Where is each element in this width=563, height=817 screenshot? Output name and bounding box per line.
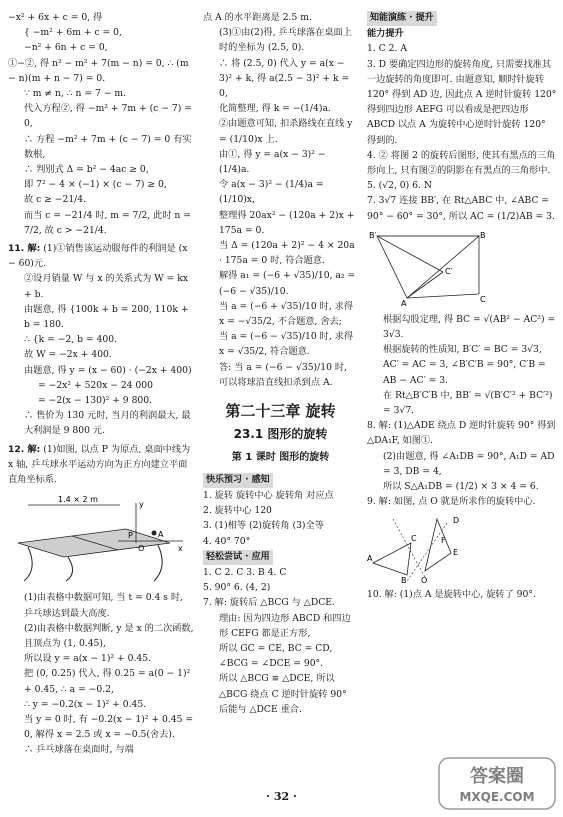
rotation-figure-q7 bbox=[367, 228, 487, 308]
text-line: 根据勾股定理, 得 BC = √(AB² − AC²) = 3√3. bbox=[383, 313, 556, 341]
text-line: ①−②, 得 n² − m² + 7(m − n) = 0, ∴ (m − n)(m + n − 7) = 0. bbox=[8, 57, 189, 84]
section-header: 快乐预习 · 感知 bbox=[203, 473, 273, 488]
text-line: 由题意, 得 y = (x − 60) · (−2x + 400) bbox=[24, 364, 192, 376]
text-line: 5. (√2, 0) 6. N bbox=[367, 180, 432, 192]
text-line: ∴ 将 (2.5, 0) 代入 y = a(x − 3)² + k, 得 a(2.5 − 3)² + k = 0, bbox=[219, 57, 350, 100]
text-line: 9. 解: 如图, 点 O 就是所求作的旋转中心. bbox=[367, 496, 536, 508]
text-line: 当 a = (−6 + √35)/10 时, 求得 x = −√35/2, 不合题意, 舍去; bbox=[219, 300, 354, 328]
text-line: (3)①由(2)得, 乒乓球落在桌面上时的坐标为 (2.5, 0). bbox=[219, 27, 352, 54]
text-line: = −2(x − 130)² + 9 800. bbox=[38, 395, 153, 407]
text-line: 10. 解: (1)点 A 是旋转中心, 旋转了 90°. bbox=[367, 589, 536, 601]
label-f: F bbox=[441, 536, 446, 546]
text-line: 理由: 因为四边形 ABCD 和四边形 CEFG 都是正方形, bbox=[219, 612, 351, 639]
label-b: B bbox=[401, 576, 407, 584]
label-c: C bbox=[480, 294, 486, 304]
page-number: · 32 · bbox=[266, 790, 297, 803]
text-line: (1)①销售该运动服每件的利润是 (x − 60)元. bbox=[8, 243, 188, 270]
text-line: 解得 a₁ = (−6 + √35)/10, a₂ = (−6 − √35)/10. bbox=[219, 270, 356, 297]
text-line: 8. 解: (1)△ADE 绕点 D 逆时针旋转 90° 得到 △DA₁F, 如图①. bbox=[367, 420, 556, 447]
watermark-text: 答案圈 bbox=[470, 766, 524, 787]
text-line: 7. 3√7 连接 BB′, 在 Rt△ABC 中, ∠ABC = 90° − 60° = 30°, 所以 AC = (1/2)AB = 3. bbox=[367, 195, 555, 222]
text-line: { −m² + 6m + c = 0, bbox=[24, 27, 122, 39]
chapter-title: 第二十三章 旋转 bbox=[225, 402, 336, 421]
text-line: (2)由表格中数据判断, y 是 x 的二次函数, 且顶点为 (1, 0.45), bbox=[24, 622, 194, 649]
text-line: ②由题意可知, 扣杀路线在直线 y = (1/10)x 上. bbox=[219, 118, 353, 145]
text-line: 而当 c = −21/4 时, m = 7/2, 此时 n = 7/2, 故 c > −21/4. bbox=[24, 209, 191, 236]
x-label: x bbox=[178, 544, 183, 554]
text-line: 点 A 的水平距离是 2.5 m. bbox=[203, 12, 312, 23]
text-line: ②设月销量 W 与 x 的关系式为 W = kx + b. bbox=[24, 273, 189, 300]
watermark-logo bbox=[437, 756, 557, 811]
edge-ac1 bbox=[407, 272, 443, 298]
y-label: y bbox=[139, 500, 144, 510]
triangle-def bbox=[425, 519, 451, 571]
text-line: 所以设 y = a(x − 1)² + 0.45. bbox=[24, 653, 152, 665]
watermark-url: MXQE.COM bbox=[459, 790, 535, 804]
text-line: 由题意, 得 {100k + b = 200, 110k + b = 180. bbox=[24, 303, 189, 331]
column-left bbox=[8, 10, 194, 758]
text-line: 整理得 20ax² − (120a + 2)x + 175a = 0. bbox=[219, 209, 355, 236]
subsection-header: 能力提升 bbox=[367, 28, 404, 40]
text-line: 根据旋转的性质知, B′C′ = BC = 3√3, AC′ = AC = 3, ∠B′C′B = 90°, C′B = AB − AC′ = 3. bbox=[383, 344, 546, 386]
text-line: (1)由表格中数据可知, 当 t = 0.4 s 时, 乒乓球达到最大高度. bbox=[24, 592, 183, 619]
label-c: C bbox=[411, 534, 417, 544]
ping-pong-table-figure bbox=[8, 491, 188, 586]
text-line: 即 7² − 4 × (−1) × (c − 7) ≥ 0, bbox=[24, 179, 167, 191]
column-right bbox=[367, 10, 557, 603]
label-d: D bbox=[453, 516, 460, 526]
text-line: 当 Δ = (120a + 2)² − 4 × 20a · 175a = 0 时, 符合题意. bbox=[219, 240, 355, 267]
text-line: 3. D 要确定四边形的旋转角度, 只需要找准其一边旋转的角度即可. 由题意知, 顺时针旋转 120° 得到 AD 边, 因此点 A 逆时针旋转 120° 得到四边形 AEFG 可以看成是把四边形 ABCD 以点 A 为旋转中心逆时针旋转 120° 得到的. bbox=[367, 58, 557, 146]
text-line: 1. C 2. C 3. B 4. C bbox=[203, 566, 287, 578]
o-label: O bbox=[138, 544, 145, 554]
text-line: 把 (0, 0.25) 代入, 得 0.25 = a(0 − 1)² + 0.45, ∴ a = −0.2, bbox=[24, 668, 191, 695]
triangle-outline bbox=[377, 236, 479, 298]
text-line: 化简整理, 得 k = −(1/4)a. bbox=[219, 103, 331, 115]
label-o: O bbox=[421, 576, 428, 584]
edge-ac bbox=[407, 294, 479, 298]
text-line: ∴ 方程 −m² + 7m + (c − 7) = 0 有实数根, bbox=[24, 133, 192, 160]
text-line: 故 c ≥ −21/4. bbox=[24, 194, 87, 206]
label-a: A bbox=[367, 554, 373, 564]
text-line: 答: 当 a = (−6 − √35)/10 时, 可以将球沿直线扣杀到点 A. bbox=[219, 361, 347, 388]
perp-bisector-2 bbox=[407, 523, 447, 584]
label-b-prime: B′ bbox=[369, 230, 377, 240]
text-line: 7. 解: 旋转后 △BCG 与 △DCE. bbox=[203, 597, 335, 609]
text-line: 当 a = (−6 − √35)/10 时, 求得 x = √35/2, 符合题意. bbox=[219, 331, 354, 358]
text-line: 所以 S△A₁DB = (1/2) × 3 × 4 = 6. bbox=[383, 481, 539, 493]
text-line: 3. (1)相等 (2)旋转角 (3)全等 bbox=[203, 520, 324, 532]
text-line: 1. C 2. A bbox=[367, 43, 407, 55]
a-label: A bbox=[158, 530, 164, 540]
text-line: ∴ 乒乓球落在桌面时, 与端 bbox=[24, 744, 134, 756]
text-line: 故 W = −2x + 400. bbox=[24, 349, 112, 361]
text-line: 所以 GC = CE, BC = CD, ∠BCG = ∠DCE = 90°. bbox=[219, 642, 333, 670]
text-line: (1)如图, 以点 P 为原点, 桌面中线为 x 轴, 乒乓球水平运动方向为正方向建立平面直角坐标系. bbox=[8, 443, 191, 486]
text-line: ∴ 判别式 Δ = b² − 4ac ≥ 0, bbox=[24, 164, 149, 176]
section-header: 轻松尝试 · 应用 bbox=[203, 550, 273, 565]
text-line: ∵ m ≠ n, ∴ n = 7 − m. bbox=[24, 88, 127, 100]
question-number: 12. 解: bbox=[8, 443, 41, 455]
text-line: ∴ {k = −2, b = 400. bbox=[24, 334, 117, 346]
text-line: 在 Rt△B′C′B 中, BB′ = √(B′C′² + BC′²) = 3√7. bbox=[383, 389, 553, 417]
text-line: −x² + 6x + c = 0, 得 bbox=[8, 12, 103, 23]
question-number: 11. 解: bbox=[8, 243, 41, 255]
text-line: = −2x² + 520x − 24 000 bbox=[38, 379, 153, 391]
lesson-title: 23.1 图形的旋转 bbox=[233, 427, 328, 442]
text-line: ∴ 售价为 130 元时, 当月的利润最大, 最大利润是 9 800 元. bbox=[24, 410, 191, 437]
text-line: 所以 △BCG ≌ △DCE, 所以 △BCG 绕点 C 逆时针旋转 90° 后能与 △DCE 重合. bbox=[219, 673, 347, 715]
text-line: 5. 90° 6. (4, 2) bbox=[203, 582, 271, 594]
text-line: (2)由题意, 得 ∠A₁DB = 90°, A₁D = AD = 3, DB = 4, bbox=[383, 450, 555, 477]
text-line: 当 y = 0 时, 有 −0.2(x − 1)² + 0.45 = 0, 解得 x = 2.5 或 x = −0.5(舍去). bbox=[24, 713, 194, 741]
text-line: 代入方程②, 得 −m² + 7m + (c − 7) = 0, bbox=[24, 103, 192, 130]
text-line: 令 a(x − 3)² − (1/4)a = (1/10)x, bbox=[219, 179, 324, 206]
text-line: ∴ y = −0.2(x − 1)² + 0.45. bbox=[24, 698, 147, 710]
ball bbox=[152, 531, 157, 536]
label-c-prime: C′ bbox=[445, 266, 453, 276]
text-line: 2. 旋转中心 120 bbox=[203, 505, 272, 517]
label-e: E bbox=[453, 548, 459, 558]
column-middle bbox=[203, 10, 358, 717]
text-line: 由①, 得 y = a(x − 3)² − (1/4)a. bbox=[219, 148, 326, 176]
sublesson-title: 第 1 课时 图形的旋转 bbox=[231, 452, 330, 464]
text-line: 1. 旋转 旋转中心 旋转角 对应点 bbox=[203, 489, 334, 501]
text-line: −n² + 6n + c = 0, bbox=[24, 42, 108, 54]
rotation-figure-q9 bbox=[367, 513, 477, 583]
p-label: P bbox=[128, 531, 133, 541]
text-line: 4. ② 将图 2 的旋转后图形, 使其有黑点的三角形向上, 只有图②的阴影在有黑点的三角形中. bbox=[367, 149, 556, 177]
text-line: 4. 40° 70° bbox=[203, 535, 251, 547]
label-a: A bbox=[401, 298, 407, 308]
label-b: B bbox=[480, 230, 486, 240]
triangle-abc bbox=[373, 543, 411, 575]
section-header: 知能演练 · 提升 bbox=[367, 11, 437, 26]
dimension-label: 1.4 × 2 m bbox=[58, 495, 98, 505]
edge-b1c1 bbox=[377, 236, 443, 272]
